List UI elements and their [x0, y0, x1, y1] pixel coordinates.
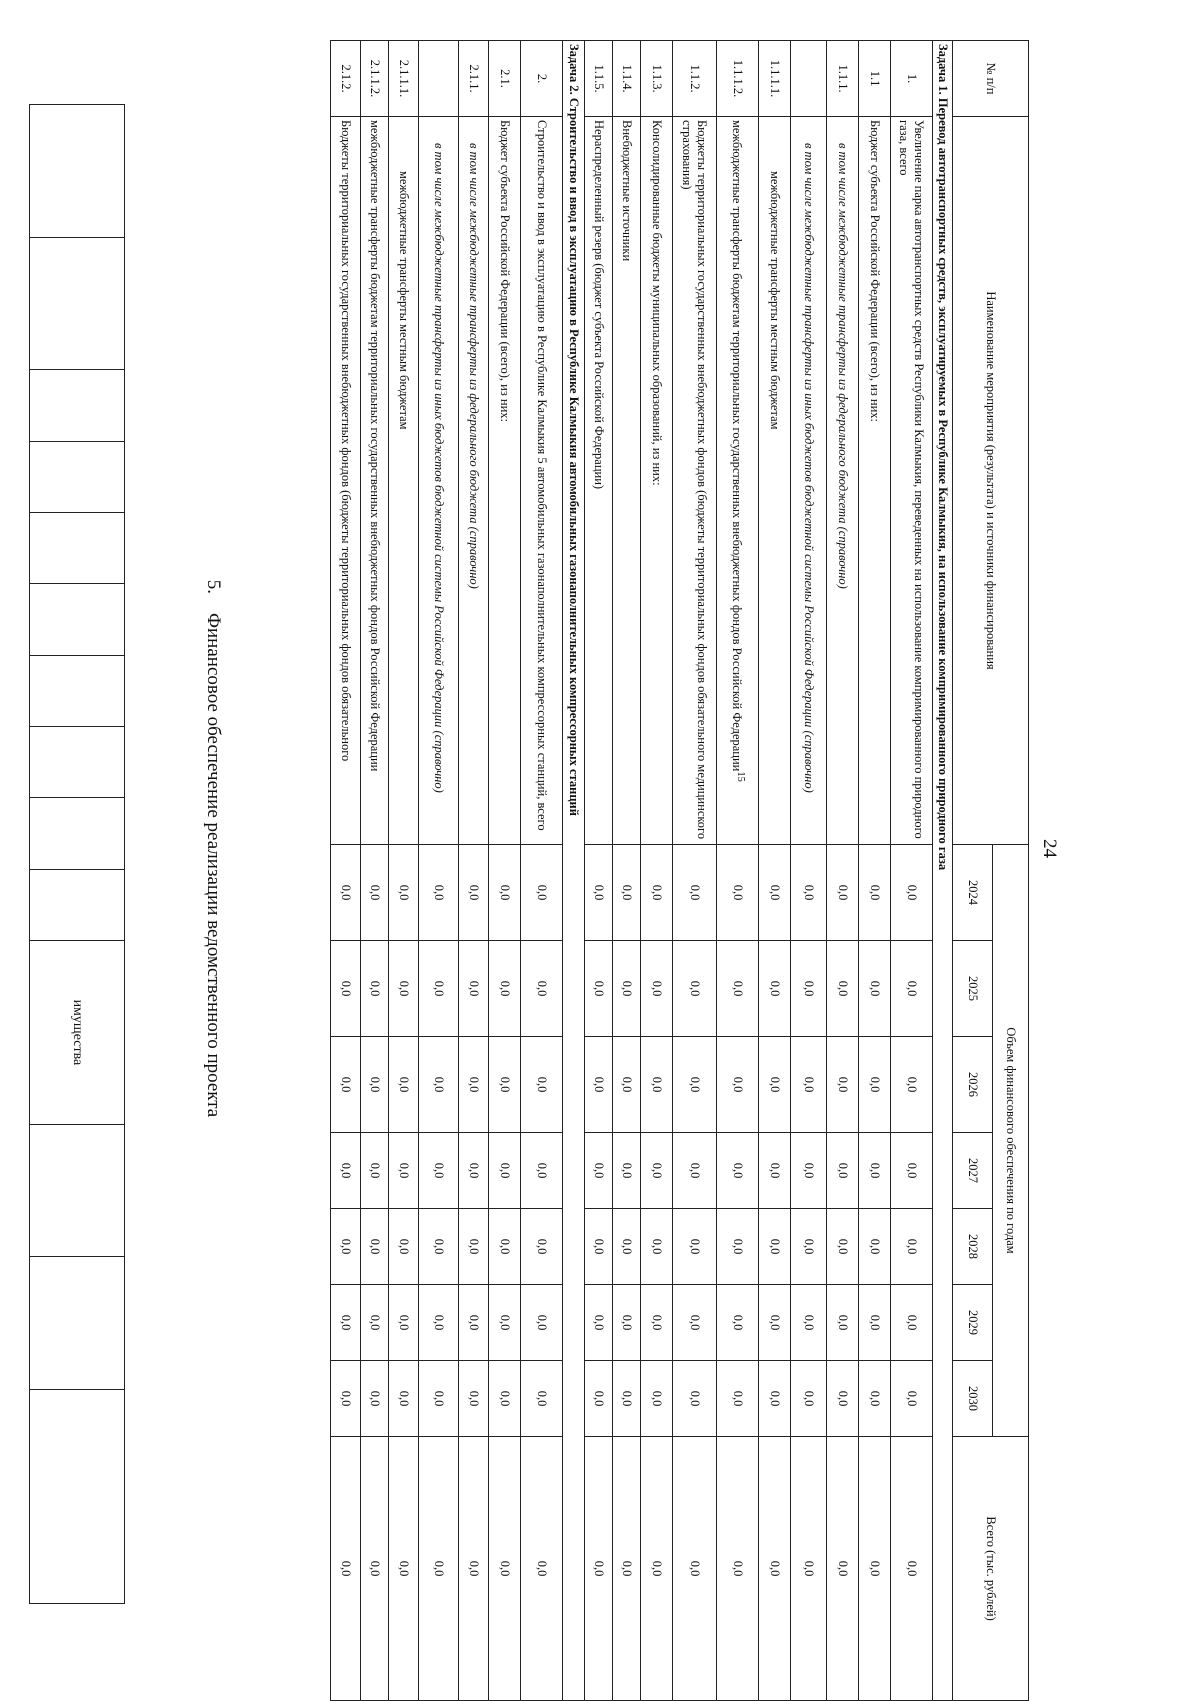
prev-cell	[30, 1124, 125, 1257]
table-row	[521, 41, 563, 1701]
year-value: 0,0	[827, 1037, 859, 1133]
row-name-cell	[331, 117, 361, 845]
year-value: 0,0	[859, 1285, 891, 1361]
year-value: 0,0	[331, 845, 361, 941]
table-row	[389, 41, 419, 1701]
row-name: Бюджеты территориальных государственных внебюджетных фондов (бюджеты территориальных фондов обязательного	[338, 120, 353, 762]
table-row	[419, 41, 459, 1701]
row-name-cell	[361, 117, 389, 845]
total-value: 0,0	[891, 1437, 933, 1701]
total-value: 0,0	[521, 1437, 563, 1701]
header-year: 2025	[953, 941, 993, 1037]
year-value: 0,0	[641, 1037, 673, 1133]
year-value: 0,0	[389, 941, 419, 1037]
row-name-cell	[827, 117, 859, 845]
year-value: 0,0	[389, 1285, 419, 1361]
year-value: 0,0	[717, 1037, 759, 1133]
prev-cell	[30, 512, 125, 583]
year-value: 0,0	[489, 1037, 521, 1133]
year-value: 0,0	[361, 1133, 389, 1209]
header-year: 2030	[953, 1361, 993, 1437]
row-number: 2.1.1.	[459, 41, 489, 117]
year-value: 0,0	[791, 1133, 827, 1209]
year-value: 0,0	[891, 1209, 933, 1285]
year-value: 0,0	[759, 1285, 791, 1361]
year-value: 0,0	[859, 1037, 891, 1133]
year-value: 0,0	[389, 845, 419, 941]
row-name: Строительство и ввод в эксплуатацию в Республике Калмыкия 5 автомобильных газонаполнительных компрессорных станций, всего	[534, 120, 549, 831]
year-value: 0,0	[361, 1285, 389, 1361]
year-value: 0,0	[859, 1209, 891, 1285]
table-row	[489, 41, 521, 1701]
total-value: 0,0	[419, 1437, 459, 1701]
year-value: 0,0	[613, 941, 641, 1037]
year-value: 0,0	[419, 1209, 459, 1285]
row-name-cell	[859, 117, 891, 845]
year-value: 0,0	[521, 1037, 563, 1133]
year-value: 0,0	[585, 1209, 613, 1285]
year-value: 0,0	[585, 1133, 613, 1209]
year-value: 0,0	[641, 1285, 673, 1361]
total-value: 0,0	[613, 1437, 641, 1701]
prev-cell	[30, 1257, 125, 1390]
year-value: 0,0	[641, 1133, 673, 1209]
year-value: 0,0	[827, 1361, 859, 1437]
row-number: 1.1.1.2.	[717, 41, 759, 117]
row-number: 1.1.4.	[613, 41, 641, 117]
year-value: 0,0	[891, 1285, 933, 1361]
header-year: 2029	[953, 1285, 993, 1361]
total-value: 0,0	[489, 1437, 521, 1701]
year-value: 0,0	[419, 845, 459, 941]
prev-cell	[30, 105, 125, 238]
year-value: 0,0	[331, 1361, 361, 1437]
year-value: 0,0	[717, 1285, 759, 1361]
year-value: 0,0	[717, 941, 759, 1037]
row-number: 2.1.1.2.	[361, 41, 389, 117]
year-value: 0,0	[521, 941, 563, 1037]
row-name-cell	[459, 117, 489, 845]
prev-cell	[30, 441, 125, 512]
year-value: 0,0	[613, 1285, 641, 1361]
year-value: 0,0	[489, 1209, 521, 1285]
year-value: 0,0	[389, 1133, 419, 1209]
year-value: 0,0	[613, 1037, 641, 1133]
prev-cell	[30, 370, 125, 441]
year-value: 0,0	[585, 941, 613, 1037]
year-value: 0,0	[673, 1361, 717, 1437]
table-row	[759, 41, 791, 1701]
year-value: 0,0	[489, 1133, 521, 1209]
year-value: 0,0	[331, 1133, 361, 1209]
year-value: 0,0	[613, 1361, 641, 1437]
year-value: 0,0	[859, 1133, 891, 1209]
year-value: 0,0	[489, 941, 521, 1037]
prev-cell	[30, 584, 125, 655]
year-value: 0,0	[759, 1037, 791, 1133]
table-row	[859, 41, 891, 1701]
year-value: 0,0	[759, 1209, 791, 1285]
row-name-cell	[389, 117, 419, 845]
row-name-cell	[419, 117, 459, 845]
row-number: 1.1.5.	[585, 41, 613, 117]
year-value: 0,0	[673, 941, 717, 1037]
header-year: 2028	[953, 1209, 993, 1285]
year-value: 0,0	[759, 941, 791, 1037]
row-name: в том числе межбюджетные трансферты из иных бюджетов бюджетной системы Российской Федерации (справочно)	[431, 143, 446, 793]
row-number	[419, 41, 459, 117]
year-value: 0,0	[717, 1209, 759, 1285]
financing-table-body	[331, 41, 953, 1701]
year-value: 0,0	[791, 1285, 827, 1361]
year-value: 0,0	[521, 1285, 563, 1361]
year-value: 0,0	[717, 1361, 759, 1437]
total-value: 0,0	[859, 1437, 891, 1701]
total-value: 0,0	[331, 1437, 361, 1701]
year-value: 0,0	[891, 1037, 933, 1133]
table-row	[331, 41, 361, 1701]
table-row	[827, 41, 859, 1701]
prev-cell-label: имущества	[30, 941, 125, 1125]
section-heading	[202, 0, 224, 1697]
year-value: 0,0	[673, 845, 717, 941]
year-value: 0,0	[791, 1209, 827, 1285]
year-value: 0,0	[791, 941, 827, 1037]
year-value: 0,0	[585, 1037, 613, 1133]
year-value: 0,0	[459, 1037, 489, 1133]
year-value: 0,0	[891, 1361, 933, 1437]
year-value: 0,0	[331, 1285, 361, 1361]
header-name: Наименование мероприятия (результата) и источники финансирования	[953, 117, 1029, 845]
year-value: 0,0	[673, 1037, 717, 1133]
year-value: 0,0	[759, 1133, 791, 1209]
year-value: 0,0	[641, 845, 673, 941]
year-value: 0,0	[331, 941, 361, 1037]
table-row	[791, 41, 827, 1701]
total-value: 0,0	[791, 1437, 827, 1701]
year-value: 0,0	[331, 1037, 361, 1133]
year-value: 0,0	[419, 1285, 459, 1361]
year-value: 0,0	[791, 1361, 827, 1437]
header-year: 2027	[953, 1133, 993, 1209]
year-value: 0,0	[521, 1209, 563, 1285]
year-value: 0,0	[673, 1133, 717, 1209]
year-value: 0,0	[827, 1285, 859, 1361]
table-row	[613, 41, 641, 1701]
year-value: 0,0	[641, 941, 673, 1037]
year-value: 0,0	[585, 1361, 613, 1437]
row-number: 2.1.1.1.	[389, 41, 419, 117]
row-name-cell	[489, 117, 521, 845]
table-row	[641, 41, 673, 1701]
year-value: 0,0	[641, 1361, 673, 1437]
header-volume: Объем финансового обеспечения по годам	[993, 845, 1029, 1437]
year-value: 0,0	[859, 845, 891, 941]
total-value: 0,0	[759, 1437, 791, 1701]
prev-cell	[30, 1389, 125, 1603]
year-value: 0,0	[891, 941, 933, 1037]
header-year: 2024	[953, 845, 993, 941]
year-value: 0,0	[791, 1037, 827, 1133]
total-value: 0,0	[389, 1437, 419, 1701]
year-value: 0,0	[331, 1209, 361, 1285]
row-name: межбюджетные трансферты бюджетам территориальных государственных внебюджетных фондов Российской Федерации	[367, 120, 382, 772]
year-value: 0,0	[613, 845, 641, 941]
year-value: 0,0	[827, 845, 859, 941]
previous-table-fragment	[29, 104, 125, 1604]
prev-cell	[30, 727, 125, 798]
section-title: Финансовое обеспечение реализации ведомственного проекта	[203, 613, 224, 1118]
year-value: 0,0	[521, 1361, 563, 1437]
task-row	[563, 41, 585, 1701]
year-value: 0,0	[673, 1285, 717, 1361]
year-value: 0,0	[361, 1209, 389, 1285]
year-value: 0,0	[361, 1037, 389, 1133]
row-name: Внебюджетные источники	[619, 120, 634, 262]
financing-table	[330, 40, 1029, 1701]
row-name: Бюджет субъекта Российской Федерации (всего), из них:	[867, 120, 882, 423]
year-value: 0,0	[419, 1037, 459, 1133]
year-value: 0,0	[717, 845, 759, 941]
year-value: 0,0	[521, 845, 563, 941]
year-value: 0,0	[459, 1133, 489, 1209]
row-number: 2.	[521, 41, 563, 117]
year-value: 0,0	[459, 1209, 489, 1285]
year-value: 0,0	[459, 941, 489, 1037]
page-number: 24	[1039, 839, 1060, 858]
prev-cell	[30, 869, 125, 940]
year-value: 0,0	[641, 1209, 673, 1285]
row-name-cell	[791, 117, 827, 845]
row-name: Увеличение парка автотранспортных средств Республики Калмыкия, переведенных на использование компримированного природного газа, всего	[897, 120, 926, 839]
row-name: межбюджетные трансферты бюджетам территориальных государственных внебюджетных фондов Российской Федерации	[729, 120, 744, 772]
table-row	[361, 41, 389, 1701]
row-number: 1.1.1.	[827, 41, 859, 117]
row-number: 1.1.2.	[673, 41, 717, 117]
year-value: 0,0	[361, 1361, 389, 1437]
total-value: 0,0	[641, 1437, 673, 1701]
year-value: 0,0	[673, 1209, 717, 1285]
year-value: 0,0	[419, 1361, 459, 1437]
row-name-cell	[613, 117, 641, 845]
year-value: 0,0	[613, 1209, 641, 1285]
task-title: Задача 1. Перевод автотранспортных средств, эксплуатируемых в Республике Калмыкия, на использование компримированного природного газа	[933, 41, 953, 1701]
row-name: в том числе межбюджетные трансферты из федерального бюджета (справочно)	[835, 143, 850, 589]
year-value: 0,0	[459, 845, 489, 941]
year-value: 0,0	[361, 941, 389, 1037]
prev-cell	[30, 798, 125, 869]
year-value: 0,0	[459, 1285, 489, 1361]
total-value: 0,0	[717, 1437, 759, 1701]
row-name-cell	[585, 117, 613, 845]
year-value: 0,0	[791, 845, 827, 941]
row-name: межбюджетные трансферты местным бюджетам	[396, 171, 411, 430]
row-number: 2.1.2.	[331, 41, 361, 117]
table-row	[891, 41, 933, 1701]
year-value: 0,0	[419, 1133, 459, 1209]
year-value: 0,0	[859, 941, 891, 1037]
year-value: 0,0	[389, 1037, 419, 1133]
year-value: 0,0	[585, 845, 613, 941]
year-value: 0,0	[613, 1133, 641, 1209]
row-name: в том числе межбюджетные трансферты из иных бюджетов бюджетной системы Российской Федерации (справочно)	[801, 143, 816, 793]
year-value: 0,0	[489, 845, 521, 941]
year-value: 0,0	[759, 845, 791, 941]
year-value: 0,0	[521, 1133, 563, 1209]
year-value: 0,0	[389, 1209, 419, 1285]
table-row	[459, 41, 489, 1701]
task-title: Задача 2. Строительство и ввод в эксплуатацию в Республике Калмыкия автомобильных газонаполнительных компрессорных станций	[563, 41, 585, 1701]
year-value: 0,0	[891, 1133, 933, 1209]
total-value: 0,0	[361, 1437, 389, 1701]
row-name: Бюджет субъекта Российской Федерации (всего), из них:	[497, 120, 512, 423]
table-row	[585, 41, 613, 1701]
year-value: 0,0	[459, 1361, 489, 1437]
header-total: Всего (тыс. рублей)	[953, 1437, 1029, 1701]
year-value: 0,0	[827, 1133, 859, 1209]
table-row	[673, 41, 717, 1701]
section-number: 5.	[203, 579, 224, 594]
year-value: 0,0	[361, 845, 389, 941]
row-name: в том числе межбюджетные трансферты из федерального бюджета (справочно)	[466, 143, 481, 589]
year-value: 0,0	[859, 1361, 891, 1437]
row-number: 2.1.	[489, 41, 521, 117]
row-number: 1.1	[859, 41, 891, 117]
row-name: Бюджеты территориальных государственных внебюджетных фондов (бюджеты территориальных фондов обязательного медицинского страхования)	[680, 120, 709, 840]
row-name-cell	[759, 117, 791, 845]
prev-cell	[30, 655, 125, 726]
header-num: № п/п	[953, 41, 1029, 117]
row-name-cell	[641, 117, 673, 845]
footnote-mark: 15	[734, 771, 746, 782]
row-number: 1.1.3.	[641, 41, 673, 117]
total-value: 0,0	[673, 1437, 717, 1701]
task-row	[933, 41, 953, 1701]
year-value: 0,0	[419, 941, 459, 1037]
prev-cell	[30, 237, 125, 370]
row-name-cell	[717, 117, 759, 845]
year-value: 0,0	[585, 1285, 613, 1361]
total-value: 0,0	[827, 1437, 859, 1701]
year-value: 0,0	[891, 845, 933, 941]
year-value: 0,0	[759, 1361, 791, 1437]
table-row	[717, 41, 759, 1701]
total-value: 0,0	[585, 1437, 613, 1701]
year-value: 0,0	[717, 1133, 759, 1209]
year-value: 0,0	[389, 1361, 419, 1437]
total-value: 0,0	[459, 1437, 489, 1701]
year-value: 0,0	[827, 1209, 859, 1285]
row-name-cell	[673, 117, 717, 845]
year-value: 0,0	[827, 941, 859, 1037]
year-value: 0,0	[489, 1285, 521, 1361]
year-value: 0,0	[489, 1361, 521, 1437]
row-name-cell	[521, 117, 563, 845]
row-name: Нераспределенный резерв (бюджет субъекта Российской Федерации)	[591, 120, 606, 490]
row-name-cell	[891, 117, 933, 845]
row-name: межбюджетные трансферты местным бюджетам	[767, 171, 782, 430]
row-number: 1.1.1.1.	[759, 41, 791, 117]
row-number	[791, 41, 827, 117]
row-number: 1.	[891, 41, 933, 117]
header-year: 2026	[953, 1037, 993, 1133]
row-name: Консолидированные бюджеты муниципальных образований, из них:	[649, 120, 664, 486]
